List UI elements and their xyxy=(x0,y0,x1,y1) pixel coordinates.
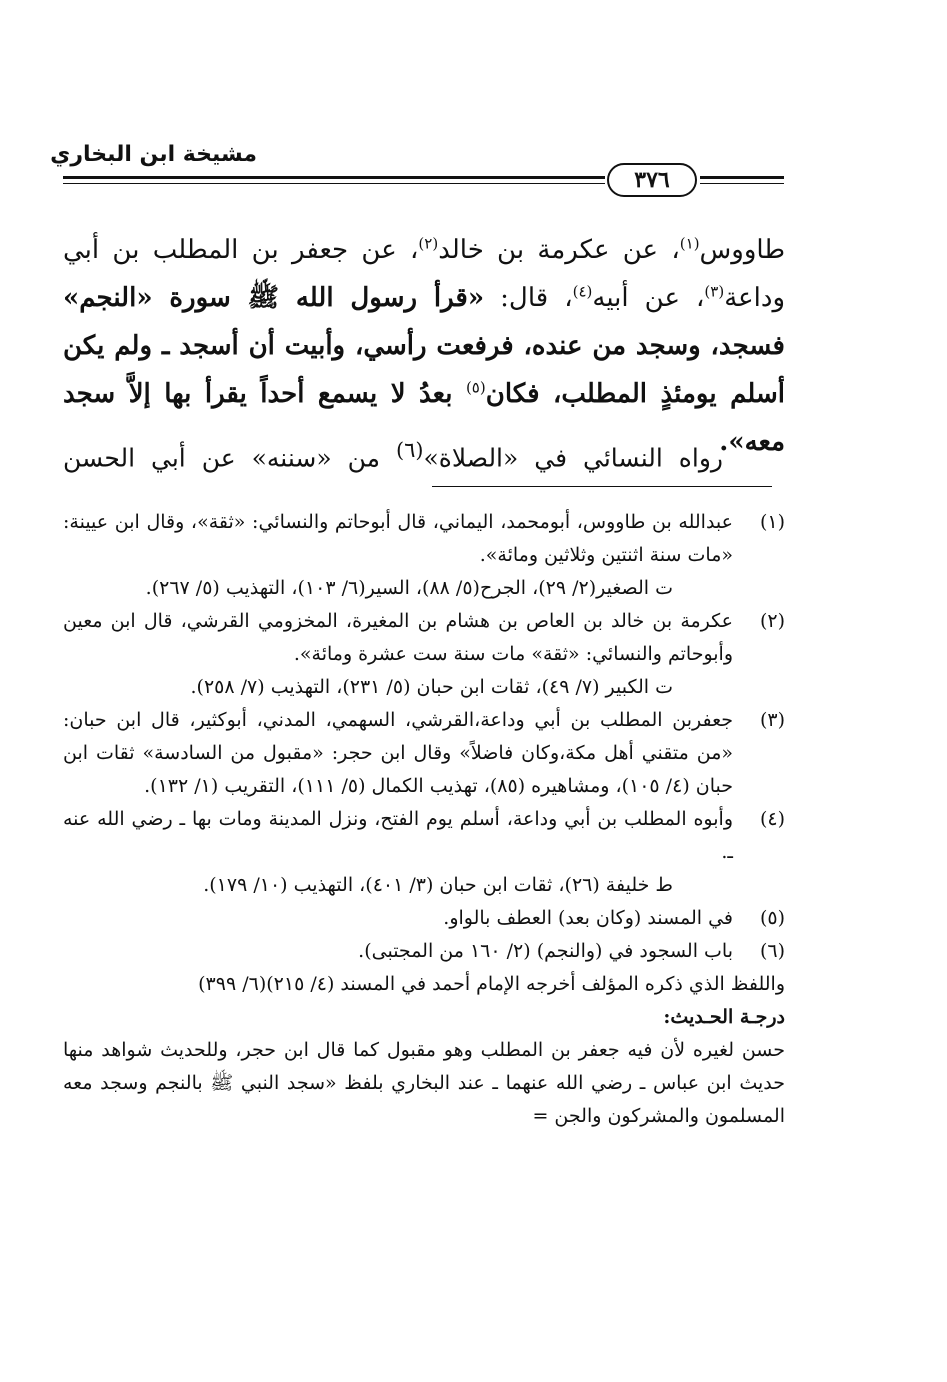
footnote-text: جعفربن المطلب بن أبي وداعة،القرشي، السهمي، المدني، أبوكثير، قال ابن حبان: «من متقني أهل مكة،وكان فاضلاً» وقال ابن حجر: «مقبول من السادسة» ثقات ابن حبان (٤/ ١٠٥)، ومشاهيره (٨٥)، تهذيب الكمال (٥/ ١١١)، التقريب (١/ ١٣٢). xyxy=(63,709,733,797)
footnote-number: (٦) xyxy=(759,940,785,962)
footnote-reference: ط خليفة (٢٦)، ثقات ابن حبان (٣/ ٤٠١)، التهذيب (١٠/ ١٧٩). xyxy=(203,874,673,896)
footnote-marker: (٣) xyxy=(704,282,725,301)
source-text: رواه النسائي في «الصلاة» xyxy=(423,443,723,473)
footnote xyxy=(63,935,785,968)
footnote-text: في المسند (وكان بعد) العطف بالواو. xyxy=(443,907,733,929)
footnote-separator xyxy=(432,486,772,487)
footnote-marker: (٦) xyxy=(395,438,424,462)
footnote xyxy=(63,704,785,803)
footnote-number: (٣) xyxy=(759,709,785,731)
footnote-marker: (٤) xyxy=(572,282,593,301)
header-rule xyxy=(700,176,784,179)
footnote-reference: ت الصغير(٢/ ٢٩)، الجرح(٥/ ٨٨)، السير(٦/ ١٠٣)، التهذيب (٥/ ٢٦٧). xyxy=(145,577,673,599)
hadith-quote: بعدُ لا يسمع أحداً يقرأ بها إلاَّ سجد معه». xyxy=(63,379,785,457)
running-title: مشيخة ابن البخاري xyxy=(50,142,257,167)
note-line: واللفظ الذي ذكره المؤلف أخرجه الإمام أحمد في المسند (٤/ ٢١٥)(٦/ ٣٩٩) xyxy=(198,973,785,995)
header-rule xyxy=(63,183,605,184)
footnote xyxy=(63,605,785,704)
footnote xyxy=(63,902,785,935)
source-text: من «سننه» عن أبي الحسن xyxy=(63,443,396,473)
hadith-quote: «قرأ رسول الله ﷺ سورة «النجم» فسجد، وسجد من عنده، فرفعت رأسي، وأبيت أن أسجد ـ ولم يكن أسلم يومئذٍ المطلب، فكان xyxy=(63,283,786,409)
footnote-text: وأبوه المطلب بن أبي وداعة، أسلم يوم الفتح، ونزل المدينة ومات بها ـ رضي الله عنه ـ. xyxy=(63,808,733,863)
footnote-text: عبدالله بن طاووس، أبومحمد، اليماني، قال أبوحاتم والنسائي: «ثقة»، وقال ابن عيينة: «مات سنة اثنتين وثلاثين ومائة». xyxy=(63,511,733,566)
source-line xyxy=(63,428,723,480)
footnote-marker: (٥) xyxy=(465,378,486,397)
footnote-number: (١) xyxy=(759,511,785,533)
footnote-number: (٥) xyxy=(759,907,785,929)
footnote-number: (٤) xyxy=(759,808,785,830)
footnote-marker: (١) xyxy=(679,234,700,253)
footnote xyxy=(63,506,785,605)
hadith-text-part: ، عن أبيه xyxy=(592,283,705,313)
footnote-reference: ت الكبير (٧/ ٤٩)، ثقات ابن حبان (٥/ ٢٣١)، التهذيب (٧/ ٢٥٨). xyxy=(190,676,673,698)
hadith-text-part: طاووس xyxy=(699,235,786,265)
hadith-text-part: ، عن عكرمة بن خالد xyxy=(438,235,680,265)
grading-note xyxy=(63,968,785,1133)
footnote-marker: (٢) xyxy=(418,234,439,253)
hadith-text-part: ، عن جعفر بن المطلب بن أبي وداعة xyxy=(63,235,786,313)
page-number: ٣٧٦ xyxy=(607,163,697,197)
footnotes xyxy=(63,506,785,1133)
note-body: حسن لغيره لأن فيه جعفر بن المطلب وهو مقبول كما قال ابن حجر، وللحديث شواهد منها حديث ابن عباس ـ رضي الله عنهما ـ عند البخاري بلفظ «سجد النبي ﷺ بالنجم وسجد معه المسلمون والمشركون والجن = xyxy=(63,1039,785,1127)
footnote-text: عكرمة بن خالد بن العاص بن هشام بن المغيرة، المخزومي القرشي، قال ابن معين وأبوحاتم والنسائي: «ثقة» مات سنة ست عشرة ومائة». xyxy=(63,610,733,665)
footnote xyxy=(63,803,785,902)
footnote-number: (٢) xyxy=(759,610,785,632)
header-rule xyxy=(700,183,784,184)
hadith-text-part: ، قال: xyxy=(484,283,573,313)
footnote-text: باب السجود في (والنجم) (٢/ ١٦٠ من المجتبى). xyxy=(358,940,733,962)
header-rule xyxy=(63,176,605,179)
note-heading: درجـة الحـديث: xyxy=(663,1006,785,1028)
